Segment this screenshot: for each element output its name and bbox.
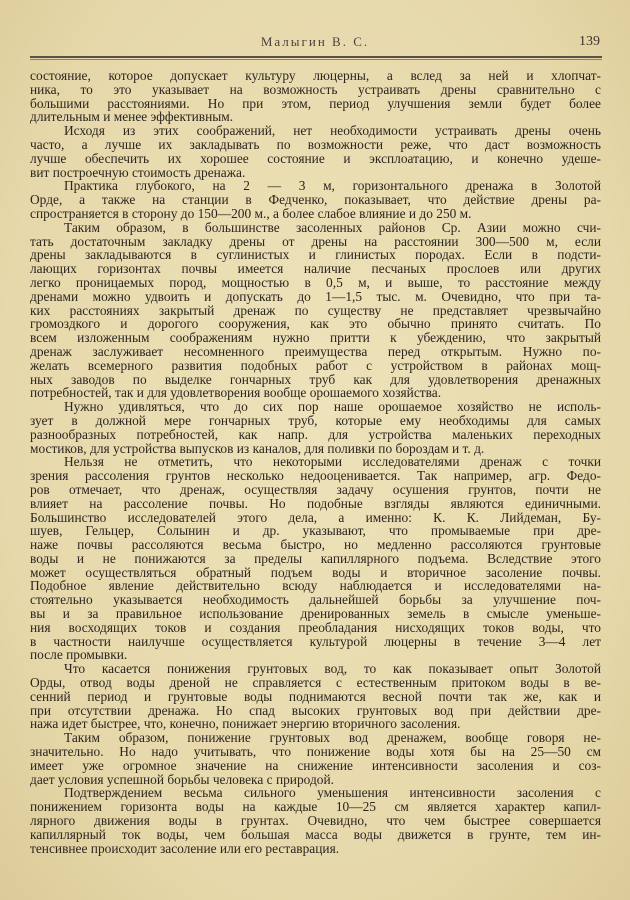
- text-line: тенсивнее происходит засоление или его реставрация.: [30, 840, 340, 856]
- text-line: зует в должной мере гончарных труб, которые ему необходимы для самых: [30, 412, 601, 428]
- text-line: при отсутствии дренажа. Но спад высоких грунтовых вод при действии дре-: [30, 702, 601, 718]
- text-line: Таким образом, в большинстве засоленных районов Ср. Азии можно счи-: [64, 219, 601, 235]
- text-line: дает условия успешной борьбы человека с природой.: [30, 771, 334, 787]
- text-line: спространяется в сторону до 150—200 м., а более слабое влияние и до 250 м.: [30, 205, 472, 221]
- header-rule: [30, 56, 602, 60]
- text-line: легко проницаемых пород, мощностью в 0,5 м, и выше, то расстояние между: [30, 274, 601, 290]
- paragraph: [30, 400, 601, 455]
- text-line: Исходя из этих соображений, нет необходимости устраивать дрены очень: [64, 123, 601, 139]
- text-line: Орды, отвод воды дреной не справляется с естественным притоком воды в ве-: [30, 675, 601, 691]
- text-line: лучше обеспечить их хорошее состояние и эксплоатацию, и конечно удеше-: [30, 150, 601, 166]
- text-line: понижением горизонта воды на каждые 10—25 см является характер капил-: [30, 799, 601, 815]
- text-line: громоздкого и дорогого сооружения, как это обычно принято считать. По: [30, 316, 601, 332]
- text-line: большими расстояниями. Но при этом, период улучшения земли будет более: [30, 95, 601, 111]
- text-line: лярного движения воды в грунтах. Очевидно, что чем быстрее совершается: [30, 813, 601, 829]
- text-line: Подтверждением весьма сильного уменьшения интенсивности засоления с: [64, 785, 601, 801]
- text-line: Орде, а также на станции в Федченко, показывает, что действие дрены ра-: [30, 192, 601, 208]
- text-line: дренами можно удвоить и допускать до 1—1,5 тыс. м. Очевидно, что при та-: [30, 288, 601, 304]
- text-line: сенний период и грунтовые воды поднимаются весной почти так же, как и: [30, 688, 601, 704]
- text-line: наже почвы рассоляются весьма быстро, но медленно рассоляются грунтовые: [30, 537, 601, 553]
- text-line: всем изложенным соображениям нужно притти к убеждению, что закрытый: [30, 330, 601, 346]
- text-line: в частности наилучше осуществляется культурой люцерны в течение 3—4 лет: [30, 633, 601, 649]
- text-line: Нужно удивляться, что до сих пор наше орошаемое хозяйство не исполь-: [64, 399, 601, 415]
- text-line: дренаж заслуживает несомненного преимущества перед открытым. Нужно по-: [30, 343, 601, 359]
- text-line: капиллярный ток воды, чем большая масса воды движется в грунте, тем ин-: [30, 826, 601, 842]
- page-number: 139: [579, 34, 600, 49]
- paragraph: [30, 179, 601, 220]
- text-line: ких расстояниях закрытый дренаж по существу не представляет чрезвычайно: [30, 302, 601, 318]
- text-line: влияет на рассоление почвы. Но подобные взгляды являются единичными.: [30, 495, 601, 511]
- text-line: ния восходящих токов и создания преобладания нисходящих токов воды, что: [30, 619, 601, 635]
- text-line: ных заводов по выделке гончарных труб как для удовлетворения дренажных: [30, 371, 601, 387]
- text-line: лающих горизонтах почвы имеется наличие песчаных прослоев или других: [30, 261, 601, 277]
- text-line: Нельзя не отметить, что некоторыми исследователями дренаж с точки: [64, 454, 601, 470]
- text-line: Что касается понижения грунтовых вод, то как показывает опыт Золотой: [64, 661, 601, 677]
- text-line: ника, то это указывает на возможность устраивать дрены сравнительно с: [30, 81, 601, 97]
- paragraph: [30, 124, 601, 179]
- text-line: дрены закладываются в суглинистых и глинистых породах. Если в подсти-: [30, 247, 601, 263]
- paragraph: [30, 69, 601, 124]
- body-text: [30, 69, 601, 855]
- text-line: стоятельно указывается необходимость дальнейшей борьбы за улучшение поч-: [30, 592, 601, 608]
- text-line: длительным и менее эффективным.: [30, 109, 234, 125]
- text-line: желать всемерного развития подобных работ с устройством в районах мощ-: [30, 357, 601, 373]
- text-line: Подобное явление действительно всюду наблюдается и исследователями на-: [30, 578, 601, 594]
- text-line: ров отмечает, что дренаж, осуществляя задачу осушения грунтов, почти не: [30, 481, 601, 497]
- text-line: потребностей, так и для удовлетворения вообще орошаемого хозяйства.: [30, 385, 442, 401]
- text-line: имеет уже огромное значение на снижение интенсивности засоления и соз-: [30, 757, 601, 773]
- paragraph: [30, 455, 601, 662]
- text-line: часто, а лучше их закладывать по возможности реже, что даст возможность: [30, 136, 601, 152]
- text-line: нажа идет быстрее, что, конечно, понижает энергию вторичного засоления.: [30, 716, 461, 732]
- text-line: вы и за правильное использование дренированных земель в смысле уменьше-: [30, 606, 601, 622]
- text-line: тать достаточным закладку дрены от дрены на расстоянии 300—500 м, если: [30, 233, 601, 249]
- paragraph: [30, 662, 601, 731]
- text-line: после промывки.: [30, 647, 128, 663]
- text-line: состояние, которое допускает культуру люцерны, а вслед за ней и хлопчат-: [30, 68, 601, 83]
- running-title: Малыгин В. С.: [260, 34, 370, 49]
- text-line: разнообразных потребностей, как напр. для устройства маленьких переходных: [30, 426, 601, 442]
- paragraph: [30, 221, 601, 400]
- paragraph: [30, 786, 601, 855]
- text-line: вит построечную стоимость дренажа.: [30, 164, 246, 180]
- text-line: значительно. Но надо учитывать, что понижение воды хотя бы на 25—50 см: [30, 744, 601, 760]
- text-line: мостиков, для устройства выпусков из каналов, для поливки по бороздам и т. д.: [30, 440, 485, 456]
- page-header: [30, 34, 600, 52]
- paragraph: [30, 731, 601, 786]
- text-line: Практика глубокого, на 2 — 3 м, горизонтального дренажа в Золотой: [64, 178, 601, 194]
- text-line: воды и не понижаются за пределы капиллярного подъема. Вследствие этого: [30, 550, 601, 566]
- text-line: Таким образом, понижение грунтовых вод дренажем, вообще говоря не-: [64, 730, 601, 746]
- text-line: Большинство исследователей этого дела, а именно: К. К. Лийдеман, Бу-: [30, 509, 601, 525]
- text-line: шуев, Гельцер, Солынин и др. указывают, что промываемые при дре-: [30, 523, 601, 539]
- text-line: зрения рассоления грунтов несколько недооценивается. Так например, агр. Федо-: [30, 468, 601, 484]
- text-line: может осуществляться обратный подъем воды и вторичное засоление почвы.: [30, 564, 601, 580]
